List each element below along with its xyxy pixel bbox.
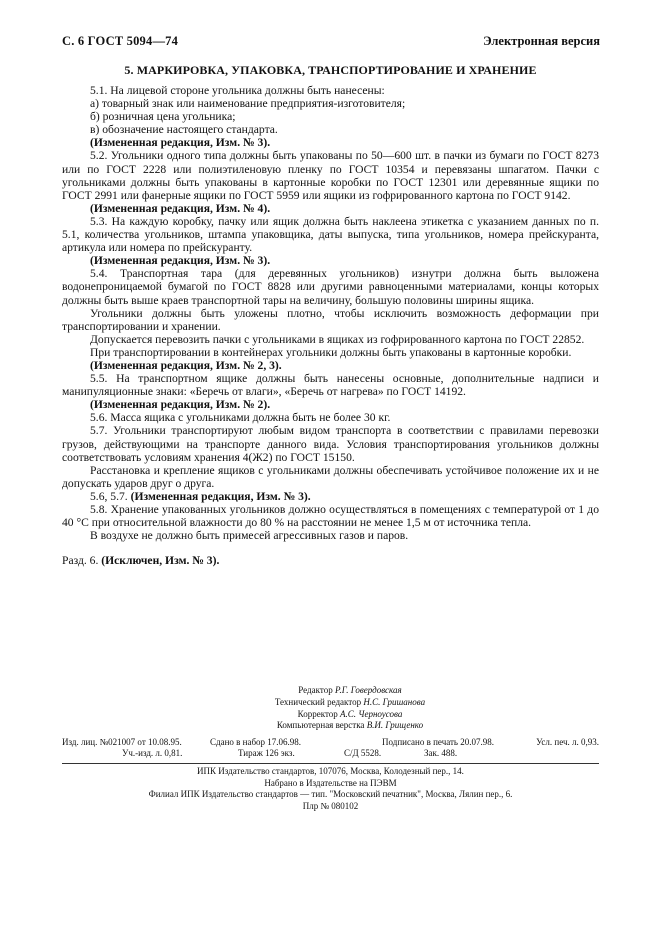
clause-ref: 5.6, 5.7. [90, 489, 128, 503]
clause-5-6: 5.6. Масса ящика с угольниками должна быть не более 30 кг. [90, 411, 391, 425]
imprint-row-1 [62, 737, 599, 748]
amendment-note: (Измененная редакция, Изм. № 3). [130, 489, 311, 503]
print-sheets-text: Усл. печ. л. 0,93. [536, 737, 599, 747]
publisher-line: ИПК Издательство стандартов, 107076, Москва, Колодезный пер., 14. [197, 766, 464, 776]
clause-5-1-item-a: а) товарный знак или наименование предприятия-изготовителя; [90, 97, 406, 111]
page-header-standard: С. 6 ГОСТ 5094—74 [62, 34, 179, 48]
clause-5-1-item-b: б) розничная цена угольника; [90, 110, 236, 124]
publisher-sheets-text: Уч.-изд. л. 0,81. [122, 748, 183, 758]
imprint-row-2 [62, 748, 599, 759]
amendment-note: (Измененная редакция, Изм. № 3). [90, 254, 271, 268]
publisher-line: Филиал ИПК Издательство стандартов — тип. "Московский печатник", Москва, Лялин пер., 6. [148, 789, 513, 799]
sd-number-text: С/Д 5528. [344, 748, 382, 758]
exclusion-note: (Исключен, Изм. № 3). [101, 554, 220, 568]
credits-block [200, 685, 500, 732]
credit-layout: Компьютерная верстка В.И. Грищенко [276, 720, 424, 731]
clause-5-2: 5.2. Угольники одного типа должны быть упакованы по 50—600 шт. в пачки из бумаги по ГОСТ 8273 или по ГОСТ 2228 или полиэтиленовую пленку по ГОСТ 10354 и перевязаны шпагатом. Пачки с угольниками должны быть упакованы в картонные коробки по ГОСТ 12301 или деревянные ящики по ГОСТ 2991 или фанерные ящики по ГОСТ 5959 или ящики из гофрированного картона по ГОСТ 9142. [62, 149, 599, 202]
imprint-block [62, 737, 599, 759]
print-run-text: Тираж 126 экз. [238, 748, 295, 758]
divider [62, 763, 599, 764]
amendment-note: (Измененная редакция, Изм. № 3). [90, 136, 271, 150]
publisher-line: Набрано в Издательстве на ПЭВМ [264, 777, 397, 788]
amendment-note: (Измененная редакция, Изм. № 4). [90, 201, 271, 215]
clause-5-4-para-4: При транспортировании в контейнерах угольники должны быть упакованы в картонные коробки. [90, 345, 572, 359]
clause-5-4: 5.4. Транспортная тара (для деревянных угольников) изнутри должна быть выложена водонепроницаемой бумагой по ГОСТ 8828 или другими равноценными материалами, концы которых должны быть выше краев транспортной тары на величину, большую половины ширины ящика. [62, 267, 599, 307]
clause-5-3: 5.3. На каждую коробку, пачку или ящик должна быть наклеена этикетка с указанием данных по п. 5.1, количества угольников, штампа упаковщика, даты выпуска, типа угольников, номера прейскуранта, артикула или номера по прейскуранту. [62, 214, 599, 255]
credit-tech-editor: Технический редактор Н.С. Гришанова [274, 696, 426, 707]
publisher-block [62, 766, 599, 812]
publisher-line: Плр № 080102 [302, 800, 359, 811]
clause-5-7-para-2: Расстановка и крепление ящиков с угольниками должны обеспечивать устойчивое положение их и не допускать ударов друг о друга. [62, 463, 599, 490]
section-body [62, 84, 599, 567]
page-header-version: Электронная версия [483, 34, 600, 48]
clause-5-4-para-2: Угольники должны быть уложены плотно, чтобы исключить возможность деформации при транспортировании и хранении. [62, 306, 599, 333]
amendment-note: (Измененная редакция, Изм. № 2, 3). [90, 358, 282, 372]
order-number-text: Зак. 488. [424, 748, 458, 758]
section-6-note [62, 554, 599, 567]
credit-editor: Редактор Р.Г. Говердовская [298, 685, 402, 695]
clause-5-1-item-c: в) обозначение настоящего стандарта. [90, 123, 278, 137]
clause-5-8: 5.8. Хранение упакованных угольников должно осуществляться в помещениях с температурой от 1 до 40 °С при относительной влажности до 80 % на расстоянии не менее 1,5 м от источника тепла. [62, 503, 599, 530]
amendment-note: (Измененная редакция, Изм. № 2). [90, 398, 271, 412]
clause-5-7: 5.7. Угольники транспортируют любым видом транспорта в соответствии с правилами перевозки грузов, действующими на транспорте данного вида. Условия транспортирования угольников должны соответствовать условиям хранения 4(Ж2) по ГОСТ 15150. [62, 424, 599, 464]
signed-to-print-text: Подписано в печать 20.07.98. [382, 737, 495, 747]
credit-proofreader: Корректор А.С. Черноусова [297, 708, 403, 719]
license-text: Изд. лиц. №021007 от 10.08.95. [62, 737, 182, 747]
section-title: 5. МАРКИРОВКА, УПАКОВКА, ТРАНСПОРТИРОВАНИЕ И ХРАНЕНИЕ [124, 63, 537, 77]
section-ref: Разд. 6. [62, 554, 99, 568]
clause-5-6-5-7-note [62, 490, 599, 503]
clause-5-4-para-3: Допускается перевозить пачки с угольниками в ящиках из гофрированного картона по ГОСТ 22852. [90, 332, 585, 346]
clause-5-5: 5.5. На транспортном ящике должны быть нанесены основные, дополнительные надписи и манипуляционные знаки: «Беречь от влаги», «Беречь от нагрева» по ГОСТ 14192. [62, 372, 599, 399]
clause-5-8-para-2: В воздухе не должно быть примесей агрессивных газов и паров. [90, 529, 409, 543]
clause-5-1: 5.1. На лицевой стороне угольника должны быть нанесены: [90, 84, 385, 97]
sent-to-typeset-text: Сдано в набор 17.06.98. [210, 737, 302, 747]
